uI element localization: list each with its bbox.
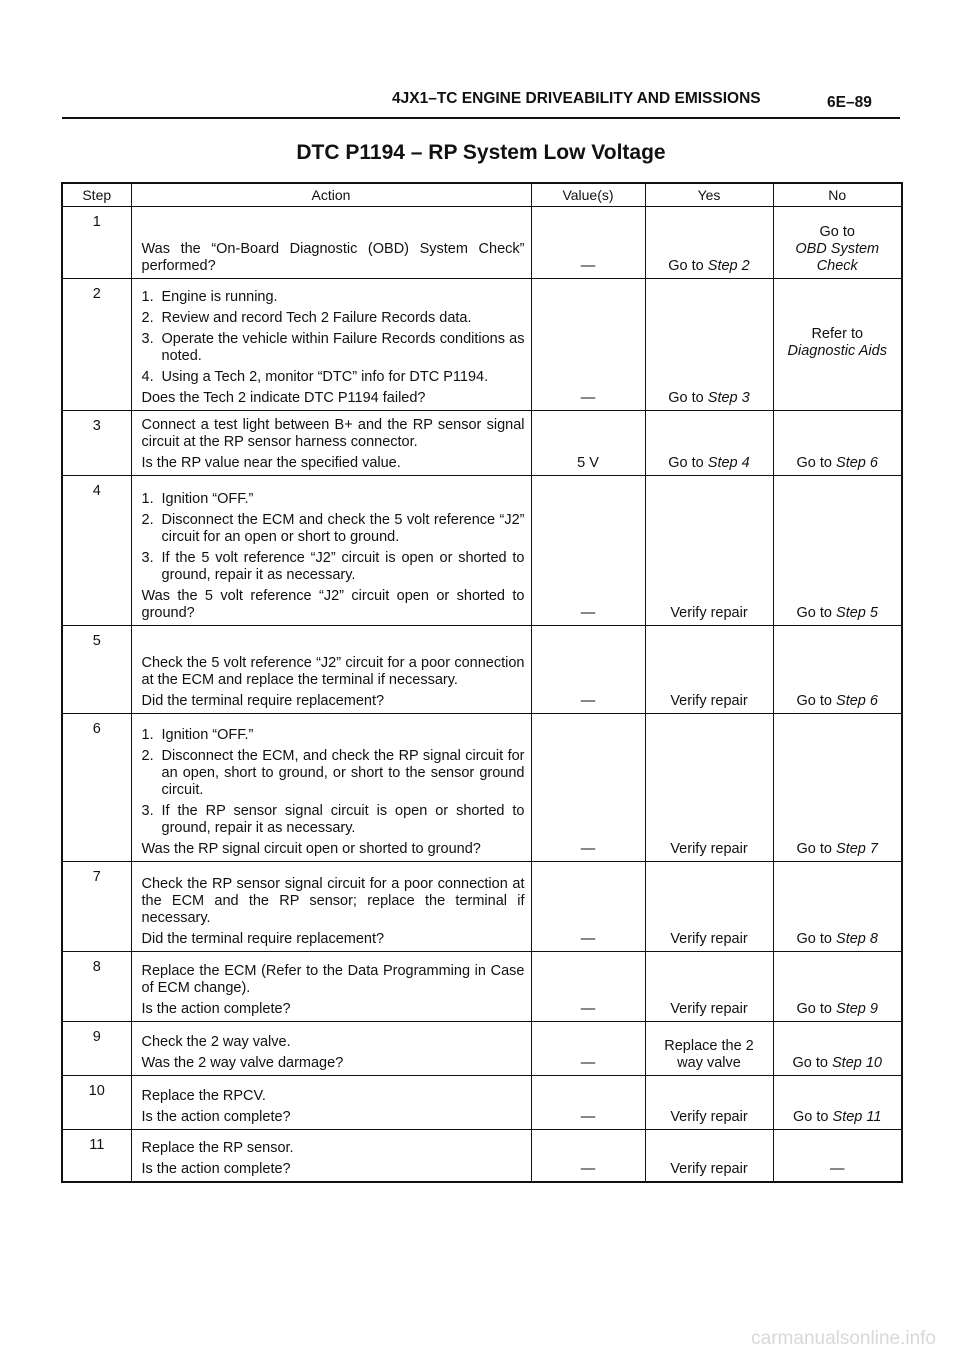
no-outcome-text: Go to [796, 455, 837, 471]
table-row [62, 862, 902, 952]
page-title: DTC P1194 – RP System Low Voltage [296, 141, 666, 164]
no-outcome-reference: Step 9 [836, 1001, 878, 1017]
yes-outcome-reference: Step 2 [707, 258, 750, 274]
yes-outcome-text: Verify repair [670, 693, 748, 709]
list-item-text: Disconnect the ECM and check the 5 volt reference “J2” circuit for an open or short to ground. [161, 512, 525, 545]
yes-outcome-text: Go to [668, 258, 708, 274]
action-cell [131, 862, 531, 952]
list-item-number: 3. [141, 803, 154, 819]
yes-outcome [645, 207, 773, 279]
action-question: Did the terminal require replacement? [141, 931, 385, 947]
table-row [62, 1076, 902, 1130]
table-row [62, 279, 902, 411]
list-item-number: 3. [141, 331, 154, 347]
column-header-no: No [773, 183, 902, 207]
step-number: 8 [62, 952, 131, 1022]
action-question: Is the action complete? [141, 1160, 291, 1177]
action-list-item [142, 369, 525, 386]
list-item-text: If the RP sensor signal circuit is open or shorted to ground, repair it as necessary. [161, 803, 525, 836]
value-cell: — [531, 862, 645, 952]
step-number: 1 [62, 207, 131, 279]
action-text: Was the “On-Board Diagnostic (OBD) System Check” performed? [141, 241, 525, 274]
action-list-item [142, 331, 525, 365]
action-cell [131, 626, 531, 714]
action-question: Was the RP signal circuit open or shorted to ground? [141, 841, 481, 857]
action-list-item [142, 727, 525, 744]
no-outcome-text: Go to [796, 605, 837, 621]
action-list-item [142, 310, 525, 327]
yes-outcome-text: Go to [668, 390, 708, 406]
action-text: Replace the ECM (Refer to the Data Programming in Case of ECM change). [141, 963, 525, 996]
action-cell [131, 1076, 531, 1130]
value-cell: — [531, 476, 645, 626]
table-row [62, 411, 902, 476]
action-cell [131, 279, 531, 411]
no-outcome-text: — [830, 1160, 845, 1177]
list-item-number: 2. [141, 512, 154, 528]
yes-outcome-reference: Step 3 [707, 390, 750, 406]
value-cell: 5 V [531, 411, 645, 476]
value-cell: — [531, 1130, 645, 1182]
action-text: Check the 2 way valve. [141, 1034, 291, 1050]
no-outcome [773, 1022, 902, 1076]
list-item-number: 1. [141, 289, 154, 305]
list-item-text: Ignition “OFF.” [161, 491, 254, 507]
yes-outcome-text: Verify repair [670, 931, 748, 947]
yes-outcome [645, 1130, 773, 1182]
yes-outcome [645, 1022, 773, 1076]
table-row [62, 714, 902, 862]
action-text: Replace the RP sensor. [141, 1139, 294, 1156]
value-cell: — [531, 626, 645, 714]
action-text: Replace the RPCV. [141, 1088, 266, 1104]
no-outcome-text: Go to [793, 1109, 833, 1125]
yes-outcome [645, 279, 773, 411]
no-outcome-reference: Step 6 [836, 455, 878, 471]
step-number: 6 [62, 714, 131, 862]
value-cell: — [531, 207, 645, 279]
list-item-text: Using a Tech 2, monitor “DTC” info for DTC P1194. [161, 369, 489, 385]
yes-outcome-text: Verify repair [670, 1160, 748, 1177]
value-cell: — [531, 714, 645, 862]
yes-outcome-text: Verify repair [670, 1109, 748, 1125]
list-item-text: Engine is running. [161, 289, 278, 305]
step-number: 5 [62, 626, 131, 714]
action-question: Is the action complete? [141, 1109, 291, 1125]
yes-outcome-text: Verify repair [670, 1001, 748, 1017]
table-row [62, 1022, 902, 1076]
section-title: 4JX1–TC ENGINE DRIVEABILITY AND EMISSIONS [392, 90, 761, 107]
yes-outcome [645, 411, 773, 476]
action-question: Does the Tech 2 indicate DTC P1194 failed? [141, 390, 426, 406]
no-outcome [773, 411, 902, 476]
yes-outcome-text: Verify repair [670, 841, 748, 857]
yes-outcome [645, 862, 773, 952]
yes-outcome [645, 1076, 773, 1130]
action-list-item [142, 550, 525, 584]
yes-outcome [645, 476, 773, 626]
no-outcome-reference: Step 6 [836, 693, 878, 709]
no-outcome-text: Go to [796, 693, 837, 709]
action-text: Connect a test light between B+ and the RP sensor signal circuit at the RP sensor harness connector. [141, 417, 525, 450]
list-item-number: 2. [141, 310, 154, 326]
list-item-text: If the 5 volt reference “J2” circuit is open or shorted to ground, repair it as necessary. [161, 550, 525, 583]
step-number: 11 [62, 1130, 131, 1182]
list-item-text: Disconnect the ECM, and check the RP signal circuit for an open, short to ground, or short to the sensor ground circuit. [161, 748, 525, 798]
no-outcome-text: Go to [819, 224, 855, 240]
no-outcome [773, 1130, 902, 1182]
no-outcome-reference: Step 7 [836, 841, 878, 857]
column-header-step: Step [62, 183, 131, 207]
action-question: Is the action complete? [141, 1001, 291, 1017]
action-list-item [142, 803, 525, 837]
watermark: carmanualsonline.info [751, 1328, 936, 1349]
no-outcome-reference: Step 8 [836, 931, 878, 947]
step-number: 3 [62, 411, 131, 476]
list-item-number: 3. [141, 550, 154, 566]
list-item-number: 1. [141, 727, 154, 743]
column-header-yes: Yes [645, 183, 773, 207]
table-row [62, 1130, 902, 1182]
no-outcome [773, 476, 902, 626]
no-outcome-text: Go to [796, 931, 837, 947]
column-header-values: Value(s) [531, 183, 645, 207]
list-item-text: Review and record Tech 2 Failure Records data. [161, 310, 472, 326]
no-outcome-text: Refer to [811, 326, 864, 342]
no-outcome-reference: Step 10 [832, 1055, 882, 1071]
list-item-number: 2. [141, 748, 154, 764]
table-row [62, 952, 902, 1022]
action-text: Check the RP sensor signal circuit for a poor connection at the ECM and the RP sensor; replace the terminal if necessary. [141, 876, 525, 926]
step-number: 4 [62, 476, 131, 626]
no-outcome [773, 862, 902, 952]
table-row [62, 207, 902, 279]
table-row [62, 626, 902, 714]
no-outcome-text: Go to [796, 841, 837, 857]
action-cell [131, 207, 531, 279]
action-list-item [142, 491, 525, 508]
action-cell [131, 1022, 531, 1076]
no-outcome [773, 207, 902, 279]
no-outcome-text: Go to [796, 1001, 837, 1017]
no-outcome [773, 626, 902, 714]
table-header-row [62, 183, 902, 207]
action-list-item [142, 512, 525, 546]
action-question: Was the 2 way valve darmage? [141, 1055, 344, 1071]
action-cell [131, 714, 531, 862]
yes-outcome-text: Verify repair [670, 605, 748, 621]
list-item-number: 4. [141, 369, 154, 385]
yes-outcome-reference: Step 4 [707, 455, 750, 471]
value-cell: — [531, 279, 645, 411]
action-question: Was the 5 volt reference “J2” circuit open or shorted to ground? [141, 588, 525, 621]
step-number: 2 [62, 279, 131, 411]
value-cell: — [531, 1076, 645, 1130]
no-outcome [773, 952, 902, 1022]
no-outcome-text: Go to [792, 1055, 832, 1071]
list-item-text: Ignition “OFF.” [161, 727, 254, 743]
column-header-action: Action [131, 183, 531, 207]
yes-outcome-text: Replace the 2 way valve [664, 1038, 754, 1071]
action-cell [131, 1130, 531, 1182]
yes-outcome-text: Go to [668, 455, 708, 471]
table-row [62, 476, 902, 626]
no-outcome [773, 1076, 902, 1130]
no-outcome-reference: OBD System Check [795, 241, 880, 274]
yes-outcome [645, 626, 773, 714]
action-cell [131, 952, 531, 1022]
action-list-item [142, 748, 525, 799]
no-outcome [773, 279, 902, 411]
no-outcome-reference: Step 5 [836, 605, 878, 621]
diagnostic-table [61, 182, 903, 1183]
value-cell: — [531, 1022, 645, 1076]
header-rule [62, 117, 900, 119]
list-item-number: 1. [141, 491, 154, 507]
action-cell [131, 411, 531, 476]
no-outcome [773, 714, 902, 862]
step-number: 7 [62, 862, 131, 952]
list-item-text: Operate the vehicle within Failure Records conditions as noted. [161, 331, 525, 364]
action-list-item [142, 289, 525, 306]
no-outcome-reference: Diagnostic Aids [787, 343, 887, 359]
yes-outcome [645, 714, 773, 862]
action-text: Check the 5 volt reference “J2” circuit for a poor connection at the ECM and replace the terminal if necessary. [141, 655, 525, 688]
step-number: 9 [62, 1022, 131, 1076]
action-question: Is the RP value near the specified value. [141, 455, 401, 471]
value-cell: — [531, 952, 645, 1022]
no-outcome-reference: Step 11 [832, 1109, 882, 1125]
step-number: 10 [62, 1076, 131, 1130]
action-question: Did the terminal require replacement? [141, 693, 385, 709]
action-cell [131, 476, 531, 626]
yes-outcome [645, 952, 773, 1022]
page-number: 6E–89 [827, 94, 872, 111]
